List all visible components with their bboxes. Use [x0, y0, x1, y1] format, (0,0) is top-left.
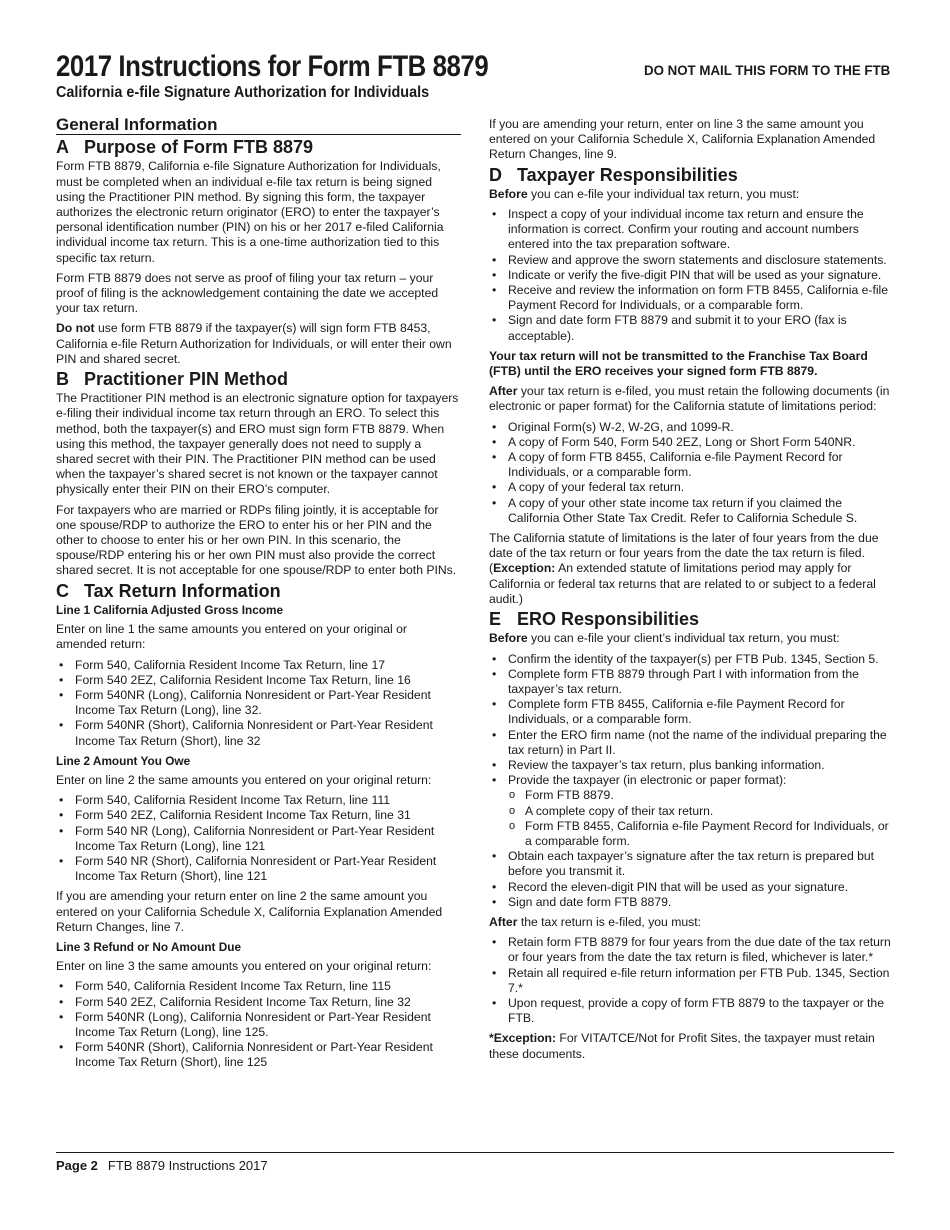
list-item: • Form 540, California Resident Income Tax Return, line 115: [56, 979, 461, 994]
retain-list: [489, 420, 894, 526]
paragraph: [489, 631, 894, 646]
list-item: • Record the eleven-digit PIN that will be used as your signature.: [489, 880, 894, 895]
list-item: • Form 540NR (Short), California Nonresident or Part-Year Resident Income Tax Return (Short), line 32: [56, 718, 461, 748]
list-item: • Form 540, California Resident Income Tax Return, line 17: [56, 658, 461, 673]
paragraph: [489, 531, 894, 607]
list-item: • Complete form FTB 8879 through Part I with information from the taxpayer’s tax return.: [489, 667, 894, 697]
list-item: • Retain form FTB 8879 for four years from the due date of the tax return or four years from the date the tax return is filed, whichever is later.*: [489, 935, 894, 965]
line3-list: [56, 979, 461, 1070]
section-c-heading: [56, 580, 461, 601]
paragraph: [56, 321, 461, 367]
line1-list: [56, 658, 461, 749]
general-information-heading: General Information: [56, 117, 461, 135]
right-column: [489, 117, 894, 1067]
section-letter: A: [56, 137, 69, 158]
page-number: Page 2: [56, 1158, 98, 1173]
list-item: • Form 540 2EZ, California Resident Income Tax Return, line 31: [56, 808, 461, 823]
section-letter: C: [56, 580, 69, 601]
list-item: • Form 540NR (Short), California Nonresident or Part-Year Resident Income Tax Return (Short), line 125: [56, 1040, 461, 1070]
page-header: [56, 50, 896, 102]
section-title: Tax Return Information: [84, 580, 281, 601]
sub-list-item: o Form FTB 8455, California e-file Payment Record for Individuals, or a comparable form.: [489, 819, 894, 849]
list-item: • Provide the taxpayer (in electronic or paper format):: [489, 773, 894, 788]
bold-lead: Before: [489, 631, 528, 646]
paragraph: Enter on line 1 the same amounts you entered on your original or amended return:: [56, 622, 407, 652]
sub-list-item: o Form FTB 8879.: [489, 788, 894, 803]
taxpayer-list: [489, 207, 894, 344]
list-item: • A copy of your other state income tax return if you claimed the California Other State Tax Credit. Refer to California Schedule S.: [489, 496, 894, 526]
list-item: • Form 540 2EZ, California Resident Income Tax Return, line 32: [56, 995, 461, 1010]
paragraph-text: use form FTB 8879 if the taxpayer(s) will sign form FTB 8453, California e-file Return Authorization for Individuals, or will enter their own PIN and shared secret.: [56, 321, 452, 366]
section-letter: D: [489, 164, 502, 185]
paragraph-text: For VITA/TCE/Not for Profit Sites, the taxpayer must retain these documents.: [489, 1031, 875, 1061]
list-item: • Original Form(s) W-2, W-2G, and 1099-R.: [489, 420, 894, 435]
line3-heading: Line 3 Refund or No Amount Due: [56, 939, 242, 954]
ero-list: [489, 652, 894, 789]
paragraph-text: your tax return is e-filed, you must retain the following documents (in electronic or paper format) for the California statute of limitations period:: [489, 384, 890, 414]
bold-lead: *Exception:: [489, 1031, 557, 1046]
list-item: • A copy of Form 540, Form 540 2EZ, Long or Short Form 540NR.: [489, 435, 894, 450]
paragraph: The Practitioner PIN method is an electronic signature option for taxpayers e-filing their individual income tax return through an ERO. To select this method, both the taxpayer(s) and ERO must sign form FTB 8879. When using this method, the taxpayer generally does not need to supply a shared secret with their PIN. The Practitioner PIN method can be used when the taxpayer’s shared secret is not known or the taxpayer cannot physically enter their PIN on their ERO’s computer.: [56, 391, 459, 497]
paragraph: If you are amending your return enter on line 2 the same amount you entered on your California Schedule X, California Explanation Amended Return Changes, line 7.: [56, 889, 443, 934]
ero-after-list: [489, 935, 894, 1026]
list-item: • Form 540NR (Long), California Nonresident or Part-Year Resident Income Tax Return (Long), line 32.: [56, 688, 461, 718]
paragraph-text: An extended statute of limitations period may apply for California or federal tax returns that are related to or subject to a federal audit.): [489, 561, 876, 606]
page-title: 2017 Instructions for Form FTB 8879: [56, 50, 489, 83]
bold-lead: After: [489, 384, 518, 399]
line2-heading: Line 2 Amount You Owe: [56, 753, 191, 768]
line2-list: [56, 793, 461, 884]
bold-lead: Exception:: [493, 561, 556, 576]
list-item: • Sign and date form FTB 8879.: [489, 895, 894, 910]
warning-bold: Your tax return will not be transmitted to the Franchise Tax Board (FTB) until the ERO receives your signed form FTB 8879.: [489, 348, 868, 379]
line1-heading: Line 1 California Adjusted Gross Income: [56, 602, 284, 617]
paragraph: Enter on line 2 the same amounts you entered on your original return:: [56, 772, 432, 787]
ero-list-continued: [489, 849, 894, 910]
paragraph: Enter on line 3 the same amounts you entered on your original return:: [56, 959, 432, 974]
list-item: • Review and approve the sworn statements and disclosure statements.: [489, 253, 894, 268]
paragraph: [489, 384, 894, 414]
paragraph: [489, 915, 894, 930]
list-item: • Confirm the identity of the taxpayer(s) per FTB Pub. 1345, Section 5.: [489, 652, 894, 667]
list-item: • Retain all required e-file return information per FTB Pub. 1345, Section 7.*: [489, 966, 894, 996]
section-e-heading: [489, 609, 894, 630]
paragraph-text: the tax return is e-filed, you must:: [517, 914, 702, 929]
paragraph-text: you can e-file your client’s individual tax return, you must:: [527, 631, 840, 646]
mail-notice: DO NOT MAIL THIS FORM TO THE FTB: [643, 62, 890, 78]
list-item: • Form 540NR (Long), California Nonresident or Part-Year Resident Income Tax Return (Long), line 125.: [56, 1010, 461, 1040]
list-item: • Complete form FTB 8455, California e-file Payment Record for Individuals, or a comparable form.: [489, 697, 894, 727]
list-item: • Sign and date form FTB 8879 and submit it to your ERO (fax is acceptable).: [489, 313, 894, 343]
section-d-heading: [489, 164, 894, 185]
list-item: • A copy of form FTB 8455, California e-file Payment Record for Individuals, or a comparable form.: [489, 450, 894, 480]
section-title: Purpose of Form FTB 8879: [84, 137, 314, 158]
bold-lead: Before: [489, 186, 528, 201]
paragraph: Form FTB 8879 does not serve as proof of filing your tax return – your proof of filing is the acknowledgement containing the date we accepted your tax return.: [56, 270, 439, 316]
list-item: • Indicate or verify the five-digit PIN that will be used as your signature.: [489, 268, 894, 283]
section-title: Taxpayer Responsibilities: [517, 164, 738, 185]
sub-list-item: o A complete copy of their tax return.: [489, 804, 894, 819]
left-column: [56, 117, 461, 1076]
section-letter: E: [489, 609, 502, 630]
paragraph: Form FTB 8879, California e-file Signature Authorization for Individuals, must be completed when an individual e-file tax return is being signed using the Practitioner PIN method. By signing this form, the taxpayer authorizes the electronic return originator (ERO) to enter the taxpayer’s personal identification number (PIN) on his or her 2017 e-filed California individual income tax return. This is a one-time authorization tied to this specific tax return.: [56, 159, 444, 265]
section-title: ERO Responsibilities: [517, 609, 700, 630]
list-item: • Form 540, California Resident Income Tax Return, line 111: [56, 793, 461, 808]
provide-sublist: [489, 788, 894, 849]
list-item: • Form 540 2EZ, California Resident Income Tax Return, line 16: [56, 673, 461, 688]
paragraph: [489, 187, 894, 202]
paragraph-text: The California statute of limitations is the later of four years from the due date of the tax return or four years from the date the tax return is filed. (: [489, 531, 879, 576]
bold-lead: Do not: [56, 321, 95, 336]
list-item: • Obtain each taxpayer’s signature after the tax return is prepared but before you transmit it.: [489, 849, 894, 879]
list-item: • Form 540 NR (Long), California Nonresident or Part-Year Resident Income Tax Return (Long), line 121: [56, 824, 461, 854]
paragraph: If you are amending your return, enter on line 3 the same amount you entered on your California Schedule X, California Explanation Amended Return Changes, line 9.: [489, 117, 876, 162]
section-letter: B: [56, 369, 69, 390]
section-a-heading: [56, 137, 461, 158]
list-item: • Review the taxpayer’s tax return, plus banking information.: [489, 758, 894, 773]
page-footer: [56, 1152, 894, 1173]
page-subtitle: California e-file Signature Authorization for Individuals: [56, 84, 430, 101]
paragraph: For taxpayers who are married or RDPs filing jointly, it is acceptable for one spouse/RDP to authorize the ERO to enter his or her PIN and the other to choose to enter his or her own PIN. In this scenario, the spouse/RDP entering his or her own PIN must also provide the correct shared secret. It is not acceptable for one spouse/RDP to enter both PINs.: [56, 502, 457, 578]
list-item: • Enter the ERO firm name (not the name of the individual preparing the tax return) in Part II.: [489, 728, 894, 758]
bold-lead: After: [489, 914, 518, 929]
section-title: Practitioner PIN Method: [84, 369, 289, 390]
list-item: • Inspect a copy of your individual income tax return and ensure the information is correct. Confirm your routing and account numbers entered into the tax preparation software.: [489, 207, 894, 253]
section-b-heading: [56, 369, 461, 390]
list-item: • Upon request, provide a copy of form FTB 8879 to the taxpayer or the FTB.: [489, 996, 894, 1026]
list-item: • Receive and review the information on form FTB 8455, California e-file Payment Record for Individuals, or a comparable form.: [489, 283, 894, 313]
footer-text: FTB 8879 Instructions 2017: [107, 1158, 268, 1173]
exception-note: [489, 1031, 894, 1061]
list-item: • Form 540 NR (Short), California Nonresident or Part-Year Resident Income Tax Return (Short), line 121: [56, 854, 461, 884]
paragraph-text: you can e-file your individual tax return, you must:: [527, 186, 800, 201]
list-item: • A copy of your federal tax return.: [489, 480, 894, 495]
warning-text: [489, 349, 894, 379]
